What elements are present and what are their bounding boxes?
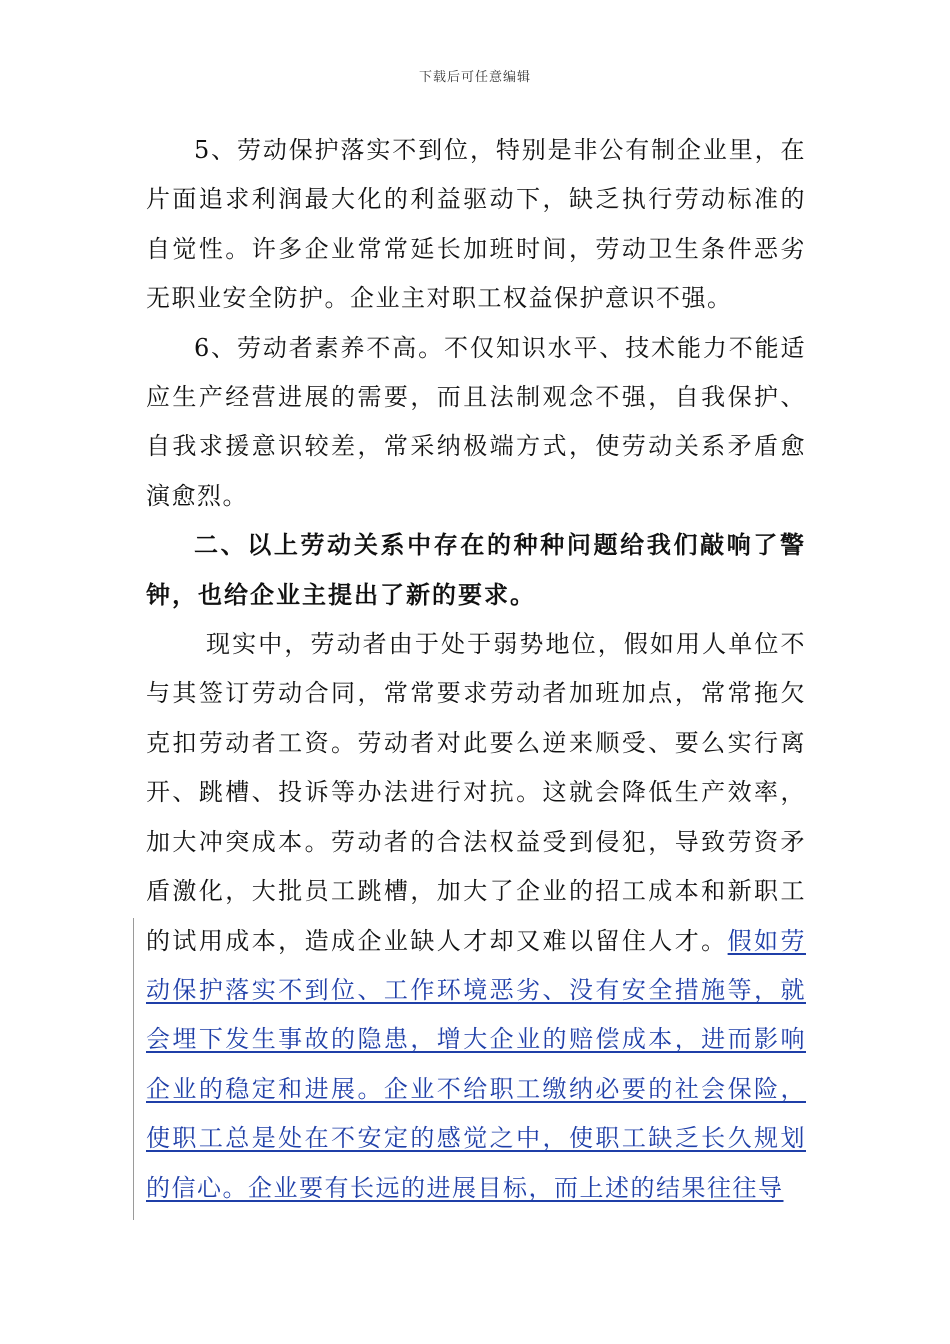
header-note: 下载后可任意编辑 xyxy=(418,70,531,85)
paragraph-item-6: 6、劳动者素养不高。不仅知识水平、技术能力不能适应生产经营进展的需要，而且法制观念不强，自我保护、自我求援意识较差，常采纳极端方式，使劳动关系矛盾愈演愈烈。 xyxy=(146,333,806,510)
underlined-link-text[interactable]: 假如劳动保护落实不到位、工作环境恶劣、没有安全措施等，就会埋下发生事故的隐患，增大企业的赔偿成本，进而影响企业的稳定和进展。企业不给职工缴纳必要的社会保险，使职工总是处在不安定的感觉之中，使职工缺乏长久规划的信心。企业要有长远的进展目标，而上述的结果往往导 xyxy=(146,926,806,1202)
paragraph-item-5: 5、劳动保护落实不到位，特别是非公有制企业里，在片面追求利润最大化的利益驱动下，缺乏执行劳动标准的自觉性。许多企业常常延长加班时间，劳动卫生条件恶劣无职业安全防护。企业主对职工权益保护意识不强。 xyxy=(146,136,806,313)
paragraph-reality-text: 现实中，劳动者由于处于弱势地位，假如用人单位不与其签订劳动合同，常常要求劳动者加班加点，常常拖欠克扣劳动者工资。劳动者对此要么逆来顺受、要么实行离开、跳槽、投诉等办法进行对抗。这就会降低生产效率，加大冲突成本。劳动者的合法权益受到侵犯，导致劳资矛盾激化，大批员工跳槽，加大了企业的招工成本和新职工的试用成本，造成企业缺人才却又难以留住人才。 xyxy=(146,630,806,955)
section-heading-2: 二、以上劳动关系中存在的种种问题给我们敲响了警钟，也给企业主提出了新的要求。 xyxy=(146,531,806,609)
paragraph-reality xyxy=(146,620,806,1213)
revision-margin-bar xyxy=(133,918,134,1220)
document-body xyxy=(146,126,806,1213)
